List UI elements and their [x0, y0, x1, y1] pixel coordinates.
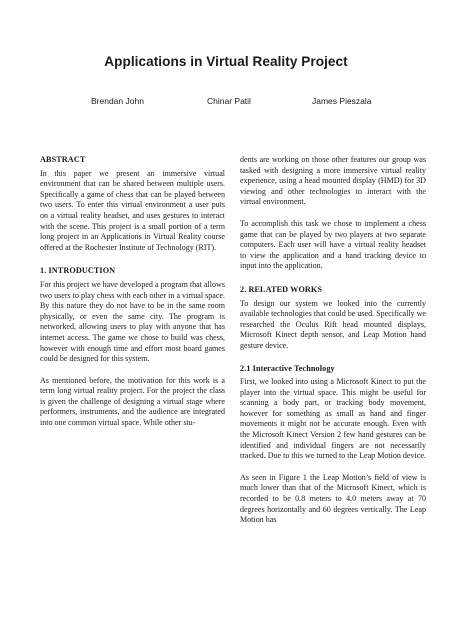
introduction-heading: 1. INTRODUCTION: [40, 266, 116, 276]
author-1: Brendan John: [91, 96, 144, 106]
introduction-paragraph-1: For this project we have developed a program that allows two users to play chess with each other in a virtual space. By this nature they do not have to be in the same room physically, or even the same city. The program is networked, allowing users to play with anyone that has internet access. The game we chose to build was chess, however with enough time and effort most board games could be designed for this system.: [40, 279, 225, 364]
author-3: James Pieszala: [312, 96, 372, 106]
right-column: [240, 155, 426, 526]
interactive-technology-heading: 2.1 Interactive Technology: [240, 363, 335, 373]
introduction-paragraph-3: To accomplish this task we chose to implement a chess game that can be played by two players at two separate computers. Each user will have a virtual reality headset to view the application and a hand tracking device to input into the application.: [240, 218, 426, 271]
interactive-technology-paragraph-1: First, we looked into using a Microsoft Kinect to put the player into the virtual space. This might be useful for scanning a body part, or tracking body movement, however for something as small as hand and finger movements it might not be accurate enough. Even with the Microsoft Kinect Version 2 few hand gestures can be identified and individual fingers are not necessarily tracked. Due to this we turned to the Leap Motion device.: [240, 377, 426, 461]
interactive-technology-paragraph-2: As seen in Figure 1 the Leap Motion’s field of view is much lower than that of the Microsoft Kinect, which is recorded to be 0.8 meters to 4.0 meters away at 70 degrees horizontally and 60 degrees vertically. The Leap Motion has: [240, 472, 426, 525]
introduction-paragraph-2: As mentioned before, the motivation for this work is a term long virtual reality project. For the project the class is given the challenge of designing a virtual stage where performers, instruments, and the audience are integrated into one common virtual space. While other stu-: [40, 375, 225, 428]
left-column: [40, 155, 225, 429]
paper-title: Applications in Virtual Reality Project: [104, 54, 348, 69]
related-works-paragraph: To design our system we looked into the currently available technologies that could be used. Specifically we researched the Oculus Rift head mounted displays, Microsoft Kinect depth sensor, and Leap Motion hand gesture device.: [240, 298, 426, 350]
introduction-continued-paragraph: dents are working on those other features our group was tasked with designing a more immersive virtual reality experience, using a head mounted display (HMD) for 3D viewing and other technologies to interact with the virtual environment.: [240, 155, 426, 207]
author-2: Chinar Patil: [207, 96, 251, 106]
related-works-heading: 2. RELATED WORKS: [240, 284, 323, 294]
abstract-heading: ABSTRACT: [40, 155, 86, 164]
abstract-text: In this paper we present an immersive virtual environment that can be shared between multiple users. Specifically a game of chess that can be played between two users. To enter this virtual environment a user puts on a virtual reality headset, and uses gestures to interact with the scene. This project is a small portion of a term long project in an Applications in Virtual Reality course offered at the Rochester Institute of Technology (RIT).: [40, 168, 225, 252]
